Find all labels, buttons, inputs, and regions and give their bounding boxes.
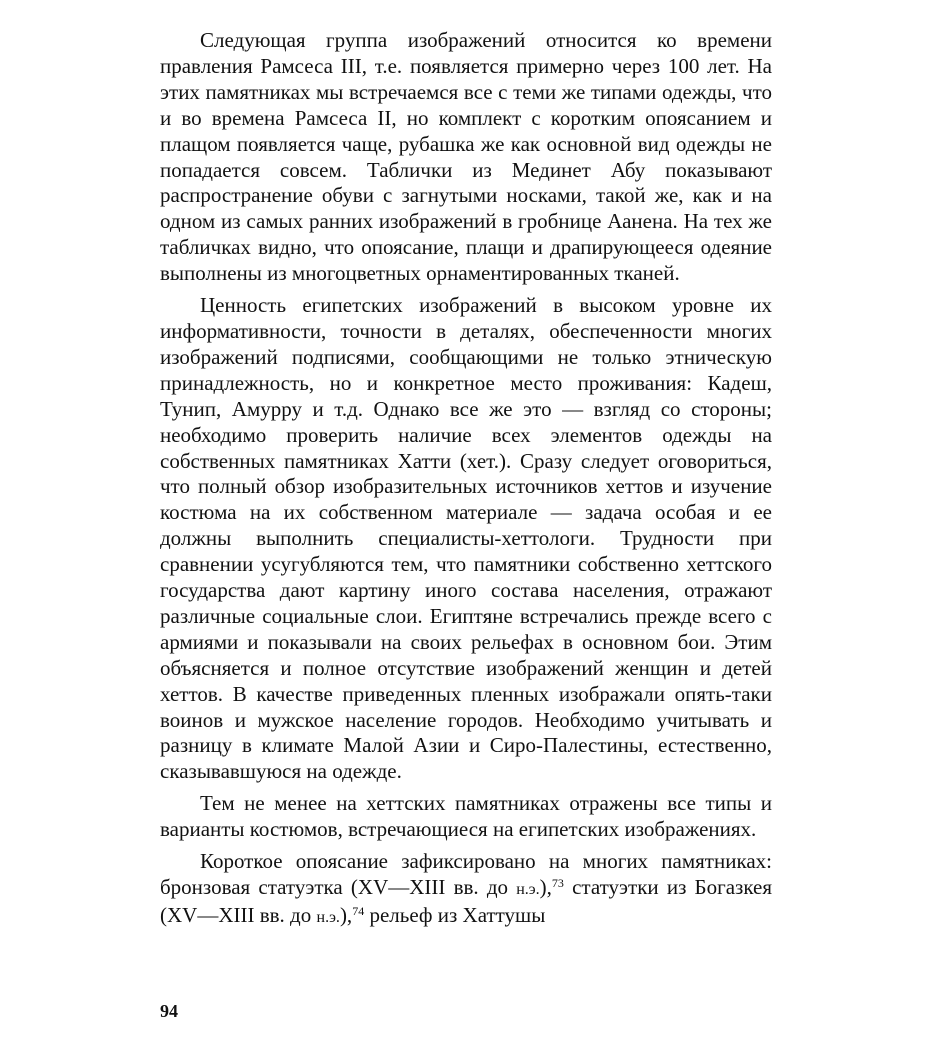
footnote-ref-73[interactable]: 73 [551,876,564,890]
paragraph-ramses-iii: Следующая группа изображений относится ко времени правления Рамсеса III, т.е. появляется примерно через 100 лет. На этих памятниках мы встречаемся все с теми же типами одежды, что и во времена Рамсеса II, но комплект с коротким опоясанием и плащом появляется чаще, рубашка же как основной вид одежды не попадается совсем. Таблички из Мединет Абу показывают распространение обуви с загнутыми носками, такой же, как и на одном из самых ранних изображений в гробнице Аанена. На тех же табличках видно, что опоясание, плащи и драпирующееся одеяние выполнены из многоцветных орнаментированных тканей. [160,28,772,286]
paragraph-short-belt [160,849,772,931]
era-abbreviation: н.э. [316,908,340,926]
page-number: 94 [160,1001,178,1021]
text-fragment: ), [339,902,353,927]
footnote-ref-74[interactable]: 74 [352,903,365,918]
text-fragment: рельеф из Хаттушы [364,902,546,927]
paragraph-value-of-egyptian-images: Ценность египетских изображений в высоком уровне их информативности, точности в деталях, обеспеченности многих изображений подписями, сообщающими не только этническую принадлежность, но и конкретное место проживания: Кадеш, Тунип, Амурру и т.д. Однако все же это — взгляд со стороны; необходимо проверить наличие всех элементов одежды на собственных памятниках Хатти (хет.). Сразу следует оговориться, что полный обзор изобразительных источников хеттов и изучение костюма на их собственном материале — задача особая и ее должны выполнить специалисты-хеттологи. Трудности при сравнении усугубляются тем, что памятники собственно хеттского государства дают картину иного состава населения, отражают различные социальные слои. Египтяне встречались прежде всего с армиями и показывали на своих рельефах в основном бои. Этим объясняется и полное отсутствие изображений женщин и детей хеттов. В качестве приведенных пленных изображали опять-таки воинов и мужское население городов. Необходимо учитывать и разницу в климате Малой Азии и Сиро-Палестины, естественно, сказывавшуюся на одежде. [160,293,772,784]
book-page [160,28,772,931]
era-abbreviation: н.э. [516,881,540,898]
text-fragment: ), [539,875,552,899]
paragraph-hittite-monuments: Тем не менее на хеттских памятниках отражены все типы и варианты костюмов, встречающиеся на египетских изображениях. [160,791,772,842]
text-fragment: статуэтки из Богазкея (XV—XIII вв. до [160,875,773,927]
text-fragment: Короткое опоясание зафиксировано на многих памятниках: бронзовая статуэтка (XV—XIII вв. до [160,849,772,899]
